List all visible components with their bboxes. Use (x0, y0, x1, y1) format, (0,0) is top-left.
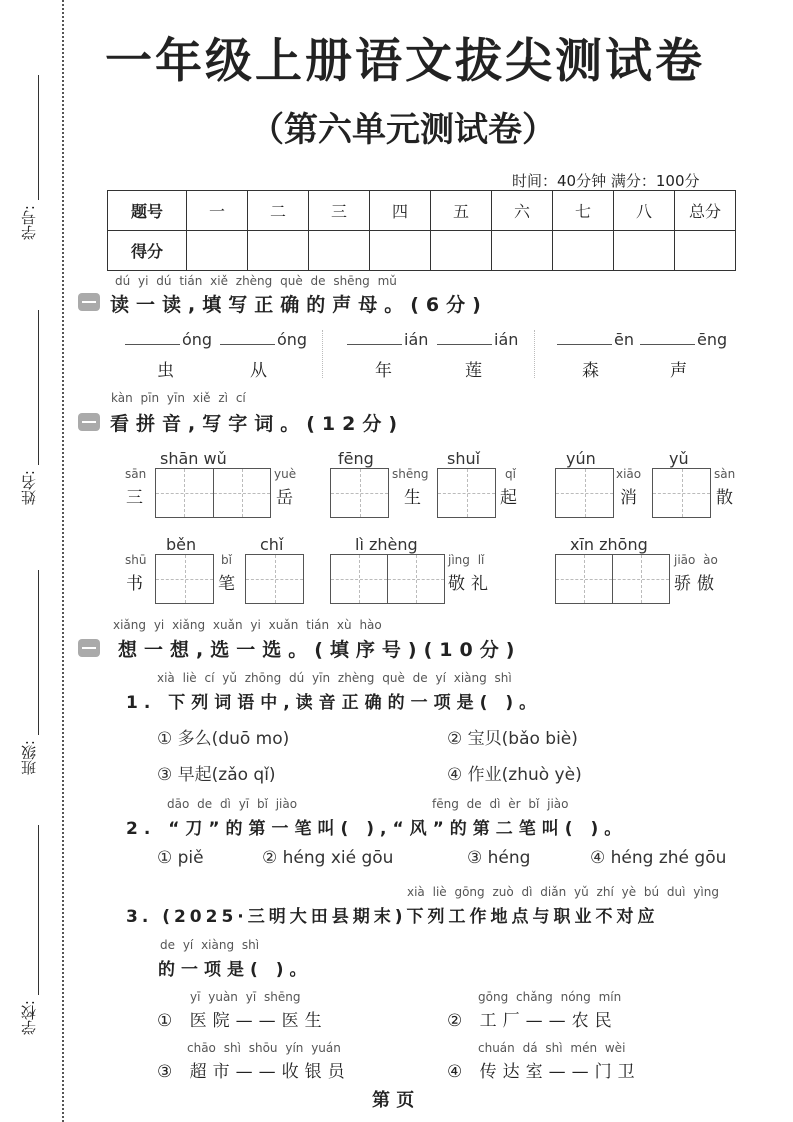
character: 虫 (157, 361, 180, 381)
q2-pinyin: dāo de dì yī bǐ jiào (167, 797, 298, 811)
character: 年 (375, 361, 398, 381)
q3-option-pinyin: chāo shì shōu yín yuán (187, 1041, 341, 1055)
header-cell: 题号 (108, 191, 187, 231)
writing-grid[interactable] (245, 554, 304, 604)
score-table-score-row (108, 231, 736, 271)
section2-title: 看拼音,写字词。(12分) (110, 413, 405, 435)
q3-option-pinyin: chuán dá shì mén wèi (478, 1041, 626, 1055)
grid-pinyin: yún (566, 449, 596, 468)
context-pinyin: yuè (274, 467, 297, 481)
context-pinyin: sàn (714, 467, 736, 481)
context-character: 笔 (218, 574, 241, 594)
row-label: 得分 (108, 231, 187, 271)
context-character: 敬礼 (448, 574, 494, 594)
blank-item[interactable]: óng (125, 330, 212, 349)
header-cell: 六 (492, 191, 553, 231)
q3-pinyin: xià liè gōng zuò dì diǎn yǔ zhí yè bú duì yìng (407, 885, 719, 899)
q1-pinyin: xià liè cí yǔ zhōng dú yīn zhèng què de yí xiàng shì (157, 671, 512, 685)
writing-grid[interactable] (652, 468, 711, 518)
q1-option[interactable]: ① 多么(duō mo) (157, 729, 290, 749)
student-id-label: 学号: (20, 205, 38, 241)
class-field[interactable] (38, 570, 39, 735)
context-pinyin: jiāo ào (674, 553, 718, 567)
header-cell: 一 (187, 191, 248, 231)
grid-pinyin: shuǐ (447, 449, 481, 468)
writing-grid[interactable] (555, 554, 670, 604)
grid-pinyin: yǔ (669, 449, 689, 468)
binding-line (62, 0, 64, 1122)
grid-pinyin: xīn zhōng (570, 535, 648, 554)
context-pinyin: shēng (392, 467, 429, 481)
grid-pinyin: fēng (338, 449, 374, 468)
q3-text: 的一项是( )。 (158, 960, 313, 980)
grid-pinyin: shān wǔ (160, 449, 227, 468)
section1-pinyin: dú yi dú tián xiě zhèng què de shēng mǔ (115, 274, 397, 288)
section2-pinyin: kàn pīn yīn xiě zì cí (111, 391, 246, 405)
section3-pinyin: xiǎng yi xiǎng xuǎn yi xuǎn tián xù hào (113, 618, 382, 632)
character: 从 (250, 361, 273, 381)
writing-grid[interactable] (155, 554, 214, 604)
grid-pinyin: lì zhèng (355, 535, 418, 554)
q3-option[interactable]: ① 医院——医生 (157, 1011, 328, 1031)
blank-item[interactable]: ián (437, 330, 518, 349)
context-character: 书 (126, 574, 149, 594)
header-cell: 七 (553, 191, 614, 231)
q3-option[interactable]: ② 工厂——农民 (447, 1011, 618, 1031)
score-cell[interactable] (309, 231, 370, 271)
context-character: 散 (716, 488, 739, 508)
blank-item[interactable]: ián (347, 330, 428, 349)
grid-pinyin: chǐ (260, 535, 284, 554)
divider (534, 330, 535, 378)
section-number-icon (78, 413, 100, 431)
section1-title: 读一读,填写正确的声母。(6分) (110, 294, 488, 316)
school-field[interactable] (38, 825, 39, 995)
writing-grid[interactable] (555, 468, 614, 518)
q2-option[interactable]: ② héng xié gōu (262, 848, 394, 868)
blank-item[interactable]: ēn (557, 330, 634, 349)
context-pinyin: bǐ (221, 553, 232, 567)
score-cell[interactable] (675, 231, 736, 271)
writing-grid[interactable] (330, 554, 445, 604)
header-cell: 八 (614, 191, 675, 231)
header-cell: 总分 (675, 191, 736, 231)
context-pinyin: jìng lǐ (448, 553, 485, 567)
writing-grid[interactable] (155, 468, 271, 518)
page-number-footer: 第 页 (372, 1090, 415, 1111)
score-table (107, 190, 736, 271)
student-id-field[interactable] (38, 75, 39, 200)
context-character: 三 (126, 488, 149, 508)
section-number-icon (78, 293, 100, 311)
score-cell[interactable] (492, 231, 553, 271)
q1-option[interactable]: ② 宝贝(bǎo biè) (447, 729, 578, 749)
q3-text: 3. (2025·三明大田县期末)下列工作地点与职业不对应 (126, 907, 659, 927)
context-character: 岳 (276, 488, 299, 508)
time-score-info: 时间：40分钟 满分：100分 (512, 172, 700, 190)
context-pinyin: qǐ (505, 467, 516, 481)
q3-option[interactable]: ③ 超市——收银员 (157, 1062, 351, 1082)
q2-option[interactable]: ① piě (157, 848, 204, 868)
header-cell: 三 (309, 191, 370, 231)
writing-grid[interactable] (437, 468, 496, 518)
context-character: 消 (620, 488, 643, 508)
score-cell[interactable] (553, 231, 614, 271)
context-pinyin: xiāo (616, 467, 642, 481)
score-cell[interactable] (431, 231, 492, 271)
q1-option[interactable]: ③ 早起(zǎo qǐ) (157, 765, 276, 785)
q1-text: 1. 下列词语中,读音正确的一项是( )。 (126, 693, 543, 713)
school-label: 学校: (20, 1000, 38, 1036)
score-cell[interactable] (248, 231, 309, 271)
q3-option[interactable]: ④ 传达室——门卫 (447, 1062, 641, 1082)
q2-text: 2. “刀”的第一笔叫( ),“风”的第二笔叫( )。 (126, 819, 628, 839)
page-subtitle: （第六单元测试卷） (250, 110, 556, 150)
divider (322, 330, 323, 378)
q2-option[interactable]: ④ héng zhé gōu (590, 848, 727, 868)
blank-item[interactable]: óng (220, 330, 307, 349)
context-character: 起 (500, 488, 523, 508)
context-character: 生 (404, 488, 427, 508)
q1-option[interactable]: ④ 作业(zhuò yè) (447, 765, 582, 785)
q3-option-pinyin: yī yuàn yī shēng (190, 990, 301, 1004)
score-cell[interactable] (370, 231, 431, 271)
header-cell: 四 (370, 191, 431, 231)
character: 森 (582, 361, 605, 381)
class-label: 班级: (20, 740, 38, 776)
page-title: 一年级上册语文拔尖测试卷 (105, 34, 705, 89)
header-cell: 五 (431, 191, 492, 231)
name-label: 姓名: (20, 470, 38, 506)
q2-pinyin: fēng de dì èr bǐ jiào (432, 797, 569, 811)
grid-pinyin: běn (166, 535, 197, 554)
score-cell[interactable] (187, 231, 248, 271)
section-number-icon (78, 639, 100, 657)
section3-title: 想一想,选一选。(填序号)(10分) (118, 639, 522, 661)
writing-grid[interactable] (330, 468, 389, 518)
character: 莲 (465, 361, 488, 381)
header-cell: 二 (248, 191, 309, 231)
character: 声 (670, 361, 693, 381)
context-pinyin: shū (125, 553, 147, 567)
name-field[interactable] (38, 310, 39, 465)
q2-option[interactable]: ③ héng (467, 848, 531, 868)
context-pinyin: sān (125, 467, 147, 481)
blank-item[interactable]: ēng (640, 330, 727, 349)
score-table-header-row (108, 191, 736, 231)
q3-option-pinyin: gōng chǎng nóng mín (478, 990, 622, 1004)
score-cell[interactable] (614, 231, 675, 271)
q3-pinyin: de yí xiàng shì (160, 938, 260, 952)
context-character: 骄傲 (674, 574, 720, 594)
